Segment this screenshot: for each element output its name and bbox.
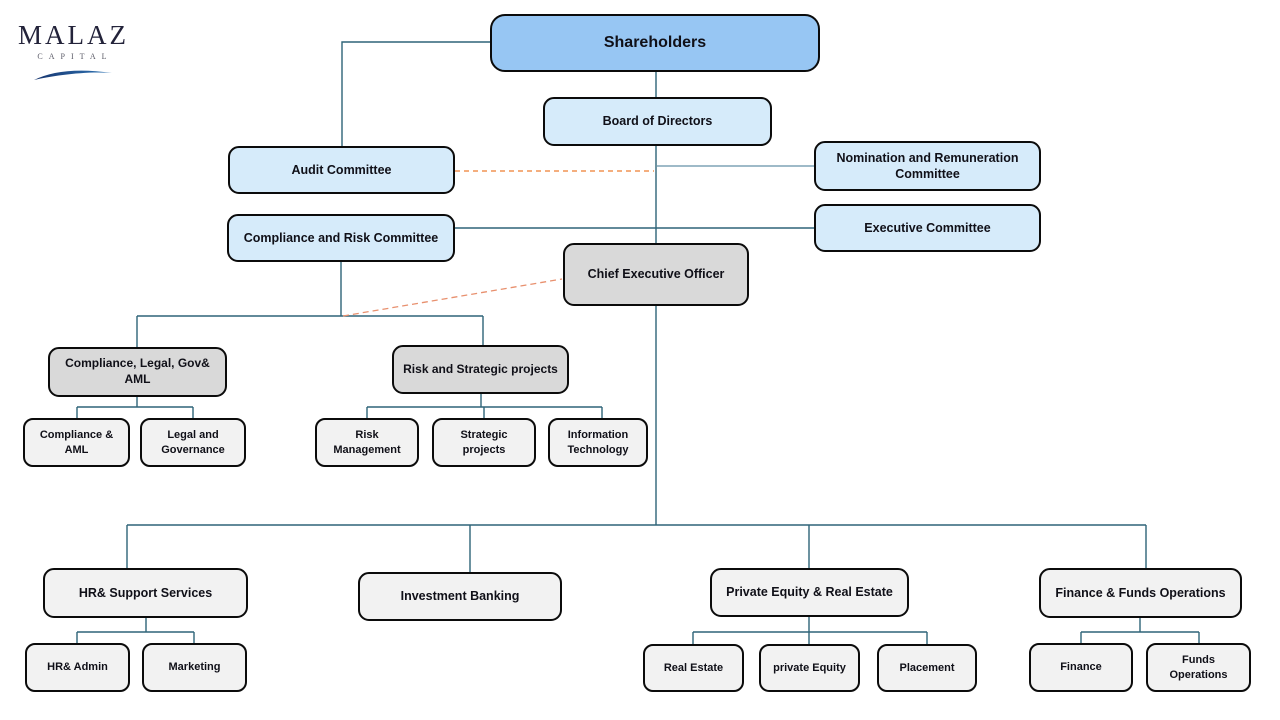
node-hr-admin-label: HR& Admin [47, 661, 108, 674]
node-funds-operations [1146, 643, 1251, 692]
logo-wordmark: MALAZ [18, 20, 129, 50]
node-audit-committee [228, 146, 455, 194]
node-compliance-legal-gov-aml [48, 347, 227, 397]
node-nomination-remuneration-committee [814, 141, 1041, 191]
node-funds-operations-label: Funds Operations [1169, 654, 1228, 681]
node-placement-label: Placement [899, 661, 955, 674]
connector-ffo-children [1081, 618, 1199, 643]
logo-subtitle: CAPITAL [37, 52, 113, 61]
node-board-label: Board of Directors [602, 114, 713, 129]
node-information-technology [548, 418, 648, 467]
node-hr-support-label: HR& Support Services [78, 585, 213, 600]
node-investment-banking [358, 572, 562, 621]
node-nomination-label: Nomination and Remuneration Committee [836, 150, 1019, 181]
company-logo [18, 22, 128, 87]
node-risk-strategic-projects [392, 345, 569, 394]
node-strategic-projects-label: Strategic projects [460, 429, 508, 456]
connector-shareholders-audit [342, 42, 490, 146]
node-private-equity-label: private Equity [773, 661, 846, 674]
node-risk-strategic-label: Risk and Strategic projects [403, 361, 558, 376]
node-executive-label: Executive Committee [864, 220, 991, 235]
node-marketing-label: Marketing [168, 661, 221, 674]
node-risk-management-label: Risk Management [333, 429, 401, 456]
connector-pere-children [693, 617, 927, 644]
node-legal-governance-label: Legal and Governance [161, 429, 225, 456]
node-finance-label: Finance [1060, 661, 1102, 674]
node-compliance-aml-label: Compliance & AML [39, 429, 114, 456]
node-strategic-projects [432, 418, 536, 467]
node-compliance-risk-committee [227, 214, 455, 262]
node-pe-re-label: Private Equity & Real Estate [726, 585, 893, 600]
logo-swoosh-icon [18, 67, 128, 87]
connector-hr-children [77, 618, 194, 643]
dashed-link-compliance-ceo [343, 279, 562, 316]
node-chief-executive-officer [563, 243, 749, 306]
node-finance-funds-operations [1039, 568, 1242, 618]
node-compliance-aml [23, 418, 130, 467]
node-placement [877, 644, 977, 692]
node-investment-banking-label: Investment Banking [400, 589, 520, 604]
node-information-technology-label: Information Technology [567, 429, 629, 456]
node-shareholders-label: Shareholders [603, 33, 707, 51]
node-shareholders [490, 14, 820, 72]
node-private-equity [759, 644, 860, 692]
node-legal-governance [140, 418, 246, 467]
node-finance [1029, 643, 1133, 692]
node-clg-aml-label: Compliance, Legal, Gov& AML [65, 356, 210, 386]
connector-rsp-children [367, 394, 602, 418]
node-audit-label: Audit Committee [291, 162, 392, 177]
node-executive-committee [814, 204, 1041, 252]
node-private-equity-real-estate [710, 568, 909, 617]
node-ceo-label: Chief Executive Officer [587, 267, 725, 282]
node-real-estate-label: Real Estate [663, 661, 724, 674]
connector-clg-children [77, 397, 193, 418]
node-board-of-directors [543, 97, 772, 146]
node-marketing [142, 643, 247, 692]
node-risk-management [315, 418, 419, 467]
node-hr-support-services [43, 568, 248, 618]
node-compliance-risk-label: Compliance and Risk Committee [243, 230, 439, 245]
connector-compliance-children [137, 262, 483, 347]
node-hr-admin [25, 643, 130, 692]
node-real-estate [643, 644, 744, 692]
node-finance-funds-label: Finance & Funds Operations [1055, 585, 1226, 600]
